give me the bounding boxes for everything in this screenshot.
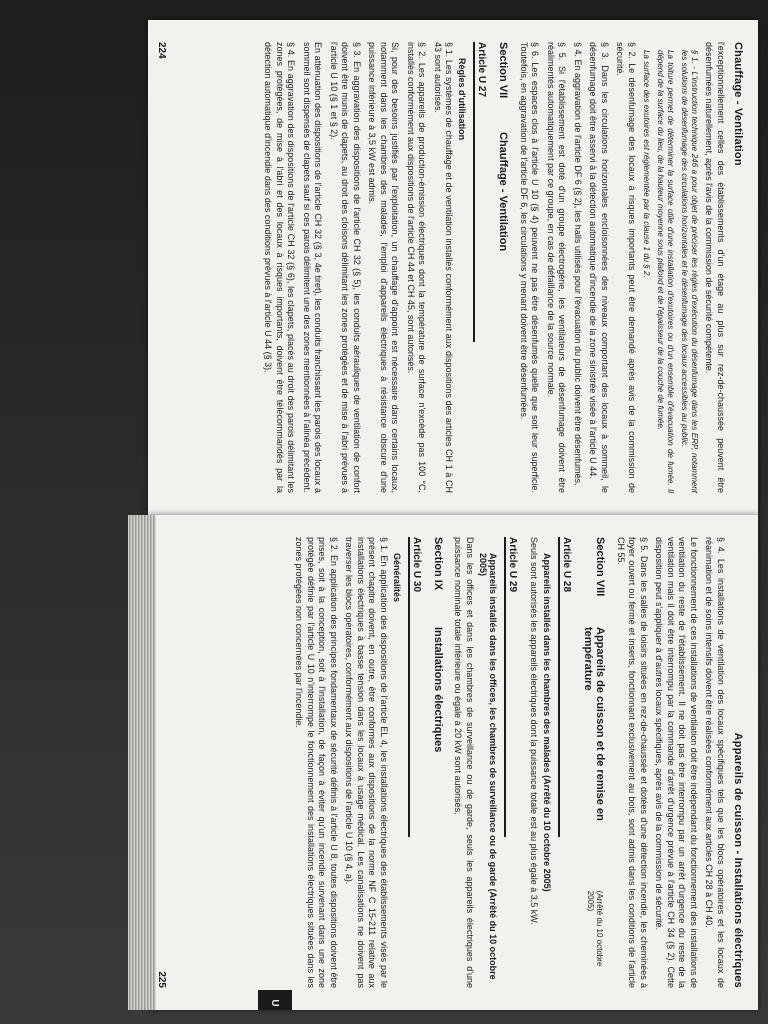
thumb-index-tab: U [258, 990, 292, 1010]
article-title: Article U 30 [408, 537, 422, 837]
article-subhead: Appareils installés dans les offices, les chambres de surveillance ou de garde (Arrêté du 10 octobre 2005) [478, 553, 498, 980]
paragraph: § 2. Les appareils de production-émission électriques dont la température de surface n'excède pas 100 °C, installés conformément aux dispositions de l'article CH 44 et CH 45, sont autorisés. [406, 42, 428, 493]
section-label: Section VIII [594, 537, 607, 597]
paragraph: § 2. En application des principes fondamentaux de sécurité définis à l'article U 8, toutes dispositions doivent être prises, soit à la conception, soit à l'installation, de façon à éviter qu'un incendie survenant dans une zone protégée définie par l'article U 10 n'interrompe le fonctionnement des installations électriques situées dans les zones protégées non concernées par l'incendie. [294, 537, 339, 988]
paragraph: § 4. En aggravation de l'article DF 6 (§ 2), les halls utilisés pour l'évacuation du public doivent être désenfumés. [573, 42, 583, 486]
right-running-head: Appareils de cuisson - Installations électriques [732, 732, 744, 988]
paragraph: En atténuation des dispositions de l'article CH 32 (§ 3, 4e tiret), les conduits franchissant les parois des locaux à sommeil sont dispensés de clapets sauf si ces parois délimitent une des zones mentionnées à l'alinéa précédent. [302, 42, 324, 493]
paragraph: § 2. Le désenfumage des locaux à risques importants peut être demandé après avis de la commission de sécurité. [615, 42, 637, 493]
section-title: Installations électriques [432, 627, 444, 753]
paragraph: Si, pour des besoins justifiés par l'exploitation, un chauffage d'appoint est nécessaire dans certains locaux, notamment dans les chambres des malades, l'emploi d'appareils électriques à résistance obscure d'une puissance inférieure à 3,5 kW est admis. [367, 42, 401, 493]
paragraph: § 5. Dans les salles de loisirs situées en rez-de-chaussée et dotées d'une détection incendie, les cheminées à foyer ouvert ou fermé et inserts, fonctionnant exclusivement au bois, sont admis dans les conditions de l'article CH 55. [616, 537, 649, 988]
page-edges [128, 515, 156, 1010]
intro-paragraph: l'exceptionnellement celles des établissements d'un étage au plus sur rez-de-chaussée peuvent être désenfumées naturellement, après l'avis de la commission de sécurité compétente. [704, 42, 726, 493]
paragraph: § 1. En application des dispositions de l'article EL 4, les installations électriques des établissements visés par le présent chapitre doivent, en outre, être conformes aux dispositions de la norme NF C 15-211 relative aux installations électriques à basse tension dans les locaux à usage médical. Les canalisations ne doivent pas traverser les blocs opératoires, conformément aux dispositions de l'article U 10 (§ 4, a). [344, 537, 389, 988]
section-heading [432, 537, 444, 988]
paragraph: § 4. En aggravation des dispositions de l'article CH 32 (§ 6), les clapets, placés au droit des parois délimitant les zones protégées, de mise à l'abri et des locaux à risques importants, doivent être télécommandés par la détection automatique d'incendie dans des conditions prévues à l'article U 44 (§ 3). [263, 42, 297, 493]
section-label: Section VII [497, 42, 510, 99]
paragraph: § 1. Les systèmes de chauffage et de ventilation installés conformément aux dispositions des articles CH 1 à CH 43 sont autorisés. [433, 42, 455, 493]
article-subhead: Généralités [392, 553, 402, 603]
note-paragraph: § 1. - L'instruction technique 246 a pour objet de préciser les règles d'exécution du désenfumage dans les ERP, notamment les solutions de désenfumage des circulations horizontales et le désenfumage des locaux accessibles au public. [680, 50, 699, 493]
note-paragraph: La toiture permet de déterminer la surface utile d'une installation d'exutoires ou d'un ensemble d'évacuation de fumée. Il dépend de la surface du lieu, de la hauteur moyenne sous plafond et de l'épaisseur de la couche de fumée. [656, 50, 675, 493]
paragraph: § 5. Si l'établissement est doté d'un groupe électrogène, les ventilateurs de désenfumage doivent être réalimentés automatiquement par ce groupe, en cas de défaillance de la source normale. [546, 42, 568, 493]
paragraph: Seuls sont autorisés les appareils électriques dont la puissance totale est au plus égale à 3,5 kW. [529, 537, 540, 925]
paragraph: § 4. Les installations de ventilation des locaux spécifiques tels que les blocs opératoires et les locaux de réanimation et de soins intensifs doivent être réalisées conformément aux articles CH 28 à CH 40. [704, 537, 726, 988]
section-date: (Arrêté du 10 octobre 2005) [586, 890, 605, 967]
article-title: Article U 29 [504, 537, 518, 837]
paragraph: § 6. Les espaces clos à l'article U 10 (§ 4) peuvent ne pas être désenfumés quelle que soit leur superficie. Toutefois, en aggravation de l'article DF 6, les circulations y menant doivent être désenfumées. [519, 42, 541, 493]
paragraph: Le fonctionnement de ces installations de ventilation doit être indépendant du fonctionnement des installations de ventilation du reste de l'établissement. Il ne doit pas être interrompu par un arrêt d'urgence du reste de la ventilation mais il doit être interrompu par la commande d'arrêt d'urgence prévue à l'article CH 34 (§ 2). Cette disposition peut s'appliquer à d'autres locaux spécifiques, après avis de la commission de sécurité. [654, 537, 699, 988]
article-subhead: Appareils installés dans les chambres des malades (Arrêté du 10 octobre 2005) [542, 553, 553, 892]
right-page [148, 515, 758, 1010]
section-heading [498, 42, 510, 493]
paragraph: Dans les offices et dans les chambres de surveillance ou de garde, seuls les appareils électriques d'une puissance nominale totale inférieure ou égale à 20 kW sont autorisés. [453, 537, 475, 988]
page-number: 225 [156, 971, 167, 988]
article-title: Article U 28 [559, 537, 573, 837]
section-label: Section IX [432, 537, 444, 591]
section-title: Chauffage - Ventilation [497, 132, 510, 252]
page-number: 224 [156, 42, 167, 59]
note-paragraph: La surface des exutoires est réglementée par la clause 1 du § 2. [642, 50, 651, 278]
article-subhead: Règles d'utilisation [457, 58, 468, 141]
paragraph: § 3. En aggravation des dispositions de l'article CH 32 (§ 5), les conduits aérauliques de ventilation de confort doivent être munis de clapets, au droit des cloisons délimitant les zones protégées et de mise à l'abri prévues à l'article U 10 (§ 1 et § 2). [329, 42, 362, 493]
paragraph: § 3. Dans les circulations horizontales encloisonnées des niveaux comportant des locaux à sommeil, le désenfumage doit être asservi à la détection automatique d'incendie de la zone sinistrée visée à l'article U 44. [588, 42, 610, 493]
article-title: Article U 27 [474, 42, 488, 342]
left-running-head: Chauffage - Ventilation [732, 42, 744, 166]
section-title: Appareils de cuisson et de remise en température [582, 627, 607, 821]
left-page [148, 20, 758, 515]
section-heading [583, 537, 607, 988]
